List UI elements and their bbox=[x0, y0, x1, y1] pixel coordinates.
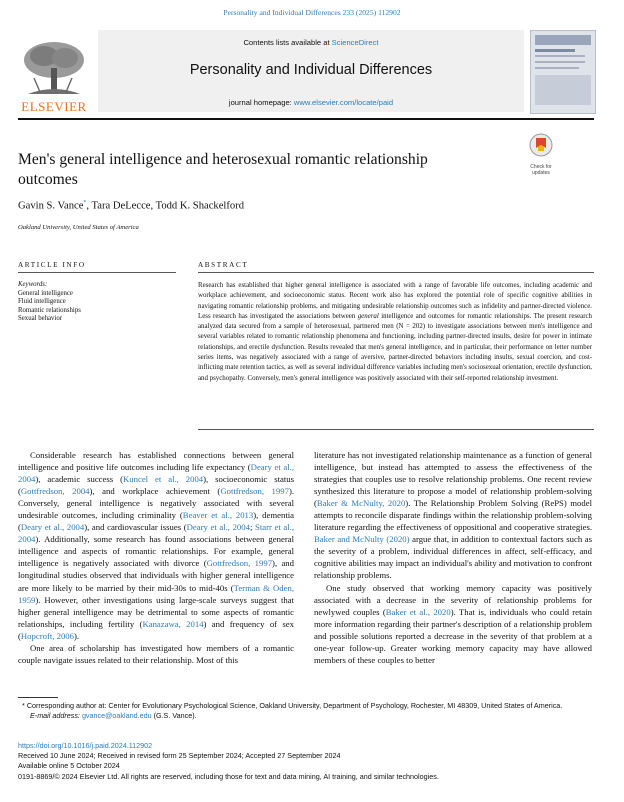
body-text: ), socioeconomic status ( bbox=[18, 474, 294, 497]
affiliation: Oakland University, United States of America bbox=[18, 224, 139, 231]
keyword: Sexual behavior bbox=[18, 315, 62, 323]
contents-line bbox=[98, 38, 524, 47]
publication-info bbox=[18, 741, 594, 782]
footnote-marker: * bbox=[22, 701, 25, 710]
footnote-text: Corresponding author at: Center for Evolutionary Psychological Science, Oakland University, Department of Psychology, Rochester, MI 48309, United States of America. bbox=[26, 701, 563, 710]
body-text: ), dementia ( bbox=[18, 510, 295, 533]
corresponding-author-mark[interactable]: * bbox=[83, 200, 87, 206]
body-column-left bbox=[18, 449, 294, 666]
crossmark-icon bbox=[529, 133, 553, 159]
author-list bbox=[18, 200, 244, 212]
citation-link[interactable]: Starr et al., 2004 bbox=[18, 522, 295, 545]
body-paragraph bbox=[314, 449, 592, 582]
body-paragraph bbox=[18, 642, 294, 666]
homepage-prefix: journal homepage: bbox=[228, 98, 294, 107]
keyword: Romantic relationships bbox=[18, 306, 81, 314]
sciencedirect-link[interactable]: ScienceDirect bbox=[331, 38, 379, 47]
homepage-link[interactable]: www.elsevier.com/locate/paid bbox=[293, 98, 394, 107]
body-text: ) and frequency of sex ( bbox=[18, 618, 295, 641]
citation-link[interactable]: Baker & McNulty, 2020 bbox=[316, 498, 406, 509]
article-info-rule bbox=[18, 272, 176, 273]
copyright-line: 0191-8869/© 2024 Elsevier Ltd. All rights are reserved, including those for text and data mining, AI training, and similar technologies. bbox=[18, 771, 439, 781]
body-text: ), and workplace achievement ( bbox=[89, 486, 221, 497]
email-label: E-mail address: bbox=[30, 711, 80, 721]
author-separator: , bbox=[150, 200, 156, 212]
body-text: ), and longitudinal studies observed that individuals with higher general intelligence are more likely to be married by their mid-30s to mid-40s ( bbox=[18, 558, 294, 593]
citation-link[interactable]: Deary et al., 2004 bbox=[186, 522, 250, 533]
body-text: argue that, in addition to contextual factors such as the severity of a problem, individual differences in affect, self-efficacy, and cognitive abilities may impact an individual's ability and motivation to confront relationship problems. bbox=[314, 534, 592, 581]
body-text: One study observed that working memory capacity was positively associated with a decrease in the severity of relationship problems for newlywed couples ( bbox=[314, 582, 592, 617]
body-paragraph bbox=[18, 449, 294, 642]
abstract-bottom-rule bbox=[198, 429, 594, 430]
doi-link[interactable]: https://doi.org/10.1016/j.paid.2024.112902 bbox=[18, 741, 153, 750]
abstract-part: intelligence and outcomes for romantic relationships. The present research analyzed data secured from a sample of heterosexual, partnered men (N = 202) to investigate associations between men's intelligence and several variables related to romantic relationship phenomena and functioning, including partner-directed insults, desire for power in intimate relationships, and erectile dysfunction. Results revealed that men's general intelligence, and in particular, their performance on letter number series items, was negatively associated with a range of aversive, partner-directed behaviors including insults, sexual coercion, and cost-inflicting mate retention tactics, as well as several individual difference variables including men's sociosexual orientation, erectile dysfunction, and psychopathy. Conversely, men's general intelligence was positively associated with their self-reported relationship investment. bbox=[198, 312, 593, 382]
journal-homepage bbox=[98, 98, 524, 107]
body-text: ). bbox=[74, 630, 80, 641]
body-text: One area of scholarship has investigated how members of a romantic couple navigate issues related to their relationship. Most of this bbox=[18, 642, 294, 665]
citation-link[interactable]: Beaver et al., 2013 bbox=[182, 510, 254, 521]
abstract-rule bbox=[198, 272, 594, 273]
keywords-heading: Keywords: bbox=[18, 281, 48, 288]
journal-cover-thumbnail bbox=[530, 30, 596, 114]
body-text: ). Conversely, general intelligence is negatively associated with several undesirable outcomes, including criminality ( bbox=[18, 486, 295, 521]
article-info-heading: ARTICLE INFO bbox=[18, 261, 86, 269]
abstract-text bbox=[198, 281, 592, 384]
contents-prefix: Contents lists available at bbox=[243, 38, 332, 47]
body-text: ; bbox=[249, 522, 255, 533]
body-text: ). Additionally, some research has found associations between general intelligence and aspects of romantic relationships. For example, general intelligence is negatively associated with divorce ( bbox=[18, 534, 294, 569]
corresponding-author-note bbox=[18, 701, 594, 711]
check-for-updates-badge[interactable] bbox=[524, 133, 558, 175]
body-text: ). However, other investigations using large-scale surveys suggest that higher general intelligence may be detrimental to some aspects of romantic relationships, including fertility ( bbox=[18, 594, 294, 629]
author-name: Gavin S. Vance bbox=[18, 200, 84, 212]
email-suffix: (G.S. Vance). bbox=[153, 711, 197, 721]
keyword: Fluid intelligence bbox=[18, 298, 66, 306]
author-name: Todd K. Shackelford bbox=[155, 200, 244, 212]
body-text: ), academic success ( bbox=[35, 474, 123, 485]
citation-link[interactable]: Kanazawa, 2014 bbox=[142, 618, 204, 629]
citation-link[interactable]: Kuncel et al., 2004 bbox=[123, 474, 204, 485]
citation-link[interactable]: Deary et al., 2004 bbox=[20, 522, 85, 533]
citation-link[interactable]: Terman & Oden, 1959 bbox=[18, 582, 294, 605]
article-title: Men's general intelligence and heterosexual romantic relationship outcomes bbox=[18, 151, 428, 188]
citation-link[interactable]: Gottfredson, 1997 bbox=[206, 558, 273, 569]
journal-title: Personality and Individual Differences bbox=[189, 62, 433, 78]
body-text: Considerable research has established connections between general intelligence and positive life outcomes including life expectancy ( bbox=[18, 450, 294, 473]
citation-link[interactable]: Deary et al., 2004 bbox=[18, 462, 294, 485]
body-text: ), and cardiovascular issues ( bbox=[84, 522, 187, 533]
citation-link[interactable]: Gottfredson, 1997 bbox=[220, 486, 289, 497]
body-text: ). The Relationship Problem Solving (RePS) model attempts to reconcile disparate findings within the relationship problem-solving literature regarding the effectiveness of oppositional and cooperative strategies. bbox=[314, 498, 592, 533]
footnote-rule bbox=[18, 697, 58, 698]
abstract-heading: ABSTRACT bbox=[198, 261, 249, 269]
author-separator: , bbox=[86, 200, 92, 212]
citation-link[interactable]: Baker et al., 2020 bbox=[385, 606, 451, 617]
body-column-right bbox=[314, 449, 592, 666]
citation-link[interactable]: Gottfredson, 2004 bbox=[20, 486, 90, 497]
abstract-part: Research has established that higher general intelligence is associated with a range of favorable life outcomes, including academic and workplace achievement, and socioeconomic status. Recent work also has explored the potential role of specific cognitive abilities in navigating romantic relationship problems, and mitigating undesirable relationship outcomes such as infidelity and partner-directed violence. Less research has investigated the associations between bbox=[198, 282, 592, 320]
journal-citation[interactable]: Personality and Individual Differences 233 (2025) 112902 bbox=[223, 8, 401, 17]
check-updates-label: Check for updates bbox=[530, 164, 552, 176]
keywords-block bbox=[18, 281, 176, 324]
citation-link[interactable]: Baker and McNulty (2020) bbox=[314, 534, 410, 545]
body-text: ). That is, individuals who could retain more information regarding their partner's description of a relationship problem and possible solutions reported a decrease in the severity of that problem at a one-year follow-up. Greater working memory capacity may have allowed members of these couples to better bbox=[314, 606, 592, 665]
email-line bbox=[18, 711, 594, 721]
author-name: Tara DeLecce bbox=[91, 200, 151, 212]
keyword: General intelligence bbox=[18, 289, 73, 297]
received-dates: Received 10 June 2024; Received in revised form 25 September 2024; Accepted 27 September 2024 bbox=[18, 751, 341, 761]
body-text: literature has not investigated relationship maintenance as a function of general intelligence, but instead has attempted to assess the effectiveness of the strategies that couples use to resolve relationship problems. One recent review synthesized this literature to propose a model of relationship problem-solving ( bbox=[314, 450, 592, 509]
body-paragraph bbox=[314, 582, 592, 666]
email-link[interactable]: gvance@oakland.edu bbox=[81, 711, 152, 721]
footnote bbox=[18, 701, 594, 722]
elsevier-wordmark: ELSEVIER bbox=[21, 99, 87, 114]
abstract-emphasis: general bbox=[357, 312, 379, 320]
citation-link[interactable]: Hopcroft, 2006 bbox=[20, 630, 74, 641]
header-rule bbox=[18, 118, 594, 120]
available-online: Available online 5 October 2024 bbox=[18, 761, 120, 771]
